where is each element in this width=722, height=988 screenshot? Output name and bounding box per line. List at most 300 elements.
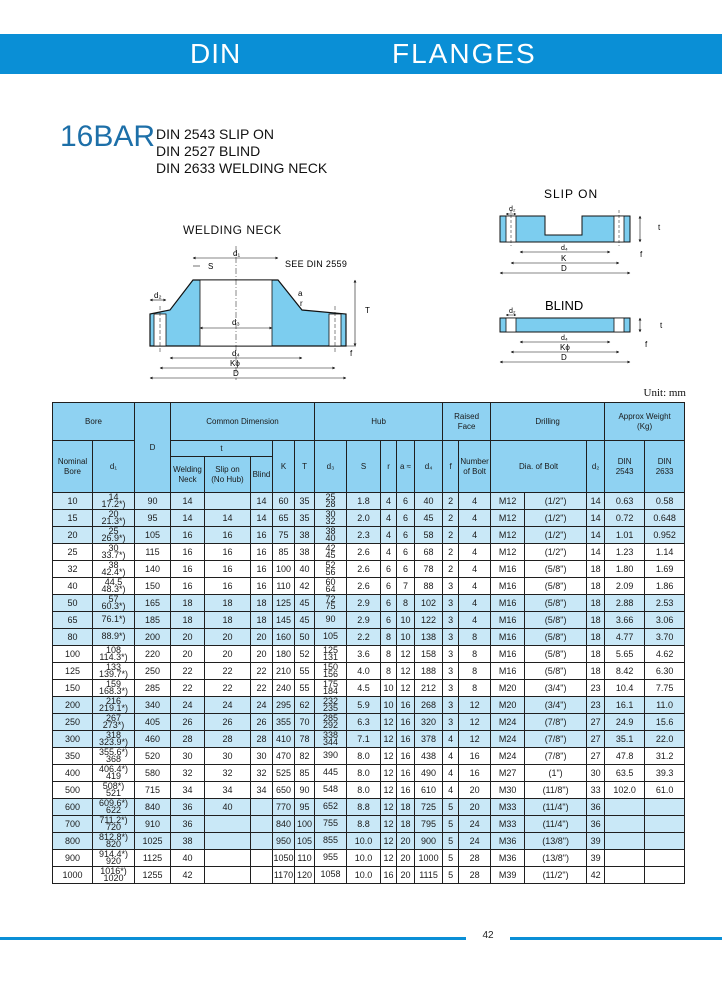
cell-weight-2543: 102.0: [605, 782, 645, 799]
cell-k: 410: [273, 731, 295, 748]
cell-d3: [315, 544, 347, 561]
cell-d3: [315, 510, 347, 527]
cell-d3: [315, 850, 347, 867]
d3-line: 125: [323, 645, 339, 655]
cell-t-slip-on: 22: [205, 680, 251, 697]
cell-weight-2543: 63.5: [605, 765, 645, 782]
welding-neck-drawing: [150, 223, 370, 380]
d3-line: 42: [325, 543, 336, 553]
cell-d4: 795: [415, 816, 443, 833]
cell-t-hub: 95: [295, 799, 315, 816]
cell-bolt-count: 28: [459, 867, 491, 884]
standard-welding-neck: DIN 2633 WELDING NECK: [156, 160, 328, 176]
cell-k: 210: [273, 663, 295, 680]
od-line: 216: [105, 696, 122, 706]
cell-d3: [315, 697, 347, 714]
cell-t-blind: [251, 833, 273, 850]
cell-bolt-inch: (5/8"): [525, 612, 587, 629]
cell-r: 12: [381, 748, 397, 765]
cell-r: 12: [381, 714, 397, 731]
cell-weight-2633: 15.6: [645, 714, 685, 731]
cell-d3: [315, 527, 347, 544]
label-wn-a: a: [298, 289, 303, 298]
header-bolt-dia: Dia. of Bolt: [491, 441, 587, 493]
cell-a: 20: [397, 867, 415, 884]
d3-line: 755: [323, 818, 339, 829]
cell-d3: [315, 765, 347, 782]
cell-a: 12: [397, 646, 415, 663]
label-so-d4: d₄: [561, 245, 568, 252]
cell-a: 20: [397, 850, 415, 867]
cell-t-welding-neck: 14: [171, 510, 205, 527]
cell-bolt-inch: (7/8"): [525, 714, 587, 731]
cell-d2: 18: [587, 663, 605, 680]
cell-t-blind: 16: [251, 544, 273, 561]
cell-f: 5: [443, 833, 459, 850]
cell-d4: 78: [415, 561, 443, 578]
cell-d: 200: [135, 629, 171, 646]
cell-bolt-inch: (1/2"): [525, 527, 587, 544]
blind-body: [500, 318, 630, 332]
cell-t-slip-on: 16: [205, 578, 251, 595]
cell-d2: 14: [587, 527, 605, 544]
cell-weight-2633: 31.2: [645, 748, 685, 765]
cell-s: 2.2: [347, 629, 381, 646]
cell-weight-2633: 61.0: [645, 782, 685, 799]
cell-d2: 14: [587, 510, 605, 527]
cell-r: 8: [381, 663, 397, 680]
d3-line: 390: [323, 750, 339, 761]
slip-on-body: [500, 216, 630, 242]
cell-a: 12: [397, 680, 415, 697]
cell-weight-2633: [645, 850, 685, 867]
cell-bolt-count: 12: [459, 697, 491, 714]
cell-weight-2633: [645, 816, 685, 833]
cell-bolt-inch: (5/8"): [525, 629, 587, 646]
cell-d: 105: [135, 527, 171, 544]
header-so-2: (No Hub): [211, 474, 244, 484]
cell-d2: 39: [587, 833, 605, 850]
cell-t-welding-neck: 22: [171, 680, 205, 697]
cell-d: 520: [135, 748, 171, 765]
table-row: [53, 510, 685, 527]
cell-weight-2633: 0.648: [645, 510, 685, 527]
cell-d3: [315, 646, 347, 663]
d3-line: 1058: [320, 869, 341, 880]
d3-line: 38: [325, 526, 336, 536]
od-line: 820: [105, 839, 122, 849]
cell-t-welding-neck: 16: [171, 544, 205, 561]
cell-r: 6: [381, 595, 397, 612]
cell-t-welding-neck: 16: [171, 578, 205, 595]
cell-d: 460: [135, 731, 171, 748]
cell-nominal-bore: 150: [53, 680, 93, 697]
cell-d4: 122: [415, 612, 443, 629]
cell-outside-diameter: [93, 697, 135, 714]
cell-k: 1050: [273, 850, 295, 867]
header-raised-1: Raised: [454, 411, 480, 421]
cell-d3: [315, 663, 347, 680]
cell-bolt-inch: (3/4"): [525, 697, 587, 714]
cell-d3: [315, 714, 347, 731]
cell-a: 6: [397, 561, 415, 578]
header-common: Common Dimension: [171, 403, 315, 441]
cell-d3: [315, 595, 347, 612]
cell-t-welding-neck: 42: [171, 867, 205, 884]
cell-t-slip-on: 26: [205, 714, 251, 731]
d3-line: 150: [323, 662, 339, 672]
cell-t-slip-on: [205, 833, 251, 850]
cell-weight-2633: 22.0: [645, 731, 685, 748]
cell-t-slip-on: [205, 493, 251, 510]
cell-f: 2: [443, 544, 459, 561]
header-drilling: Drilling: [491, 403, 605, 441]
cell-bolt-count: 8: [459, 646, 491, 663]
cell-k: 525: [273, 765, 295, 782]
cell-d2: 18: [587, 629, 605, 646]
cell-weight-2543: 1.80: [605, 561, 645, 578]
cell-weight-2633: 6.30: [645, 663, 685, 680]
cell-f: 2: [443, 527, 459, 544]
cell-a: 18: [397, 816, 415, 833]
cell-weight-2633: [645, 867, 685, 884]
cell-d4: 45: [415, 510, 443, 527]
od-line: 914.4*): [98, 849, 129, 859]
cell-outside-diameter: [93, 816, 135, 833]
cell-t-welding-neck: 36: [171, 799, 205, 816]
cell-weight-2633: [645, 833, 685, 850]
cell-s: 10.0: [347, 833, 381, 850]
d3-line: 955: [323, 852, 339, 863]
cell-r: 12: [381, 782, 397, 799]
cell-outside-diameter: [93, 799, 135, 816]
cell-k: 470: [273, 748, 295, 765]
cell-d: 1255: [135, 867, 171, 884]
cell-weight-2543: [605, 799, 645, 816]
cell-t-blind: 34: [251, 782, 273, 799]
cell-nominal-bore: 40: [53, 578, 93, 595]
cell-outside-diameter: [93, 510, 135, 527]
cell-outside-diameter: [93, 867, 135, 884]
cell-bolt-inch: (1/2"): [525, 544, 587, 561]
cell-s: 8.8: [347, 816, 381, 833]
cell-d: 405: [135, 714, 171, 731]
cell-t-hub: 110: [295, 850, 315, 867]
cell-bolt-inch: (1"): [525, 765, 587, 782]
cell-weight-2633: 39.3: [645, 765, 685, 782]
od-line: 622: [105, 805, 122, 815]
cell-k: 145: [273, 612, 295, 629]
cell-t-slip-on: 20: [205, 646, 251, 663]
cell-r: 8: [381, 629, 397, 646]
header-so-1: Slip on: [215, 464, 240, 474]
cell-d2: 42: [587, 867, 605, 884]
cell-d4: 158: [415, 646, 443, 663]
cell-t-blind: [251, 799, 273, 816]
cell-t-slip-on: [205, 816, 251, 833]
blind-title: BLIND: [545, 298, 584, 313]
cell-bolt-inch: (5/8"): [525, 578, 587, 595]
cell-f: 2: [443, 493, 459, 510]
cell-r: 12: [381, 799, 397, 816]
cell-k: 65: [273, 510, 295, 527]
cell-d4: 610: [415, 782, 443, 799]
cell-a: 6: [397, 510, 415, 527]
od-line: 267: [105, 713, 122, 723]
cell-t-welding-neck: 32: [171, 765, 205, 782]
cell-outside-diameter: [93, 680, 135, 697]
cell-r: 12: [381, 765, 397, 782]
cell-t-hub: 38: [295, 527, 315, 544]
cell-nominal-bore: 350: [53, 748, 93, 765]
cell-weight-2543: 35.1: [605, 731, 645, 748]
cell-d: 165: [135, 595, 171, 612]
header-slip-on: [205, 457, 251, 493]
od-line: 20: [108, 509, 119, 519]
table-row: [53, 527, 685, 544]
od-line: 60.3*): [101, 601, 126, 611]
cell-d2: 36: [587, 816, 605, 833]
header-w2a: DIN: [657, 456, 672, 466]
label-wn-d: D: [233, 369, 239, 378]
cell-t-welding-neck: 36: [171, 816, 205, 833]
cell-t-hub: 40: [295, 561, 315, 578]
od-line: 38: [108, 560, 119, 570]
cell-s: 2.0: [347, 510, 381, 527]
cell-d4: 58: [415, 527, 443, 544]
cell-t-blind: 22: [251, 663, 273, 680]
d3-line: 235: [323, 703, 339, 713]
cell-bolt-count: 8: [459, 629, 491, 646]
cell-s: 6.3: [347, 714, 381, 731]
welding-neck-title: WELDING NECK: [183, 223, 282, 237]
header-weight-2633: [645, 441, 685, 493]
cell-t-welding-neck: 16: [171, 561, 205, 578]
cell-bolt-count: 12: [459, 731, 491, 748]
od-line: 508*): [102, 781, 125, 791]
cell-d: 220: [135, 646, 171, 663]
cell-d2: 27: [587, 731, 605, 748]
cell-bolt-metric: M30: [491, 782, 525, 799]
cell-nominal-bore: 600: [53, 799, 93, 816]
cell-d3: [315, 612, 347, 629]
cell-nominal-bore: 250: [53, 714, 93, 731]
cell-outside-diameter: [93, 561, 135, 578]
od-line: 25: [108, 526, 119, 536]
cell-t-welding-neck: 18: [171, 595, 205, 612]
d3-line: 52: [325, 560, 336, 570]
cell-d2: 27: [587, 748, 605, 765]
cell-outside-diameter: [93, 646, 135, 663]
cell-a: 10: [397, 612, 415, 629]
d3-line: 548: [323, 784, 339, 795]
cell-bolt-metric: M16: [491, 629, 525, 646]
od-line: 21.3*): [101, 516, 126, 526]
table-row: [53, 697, 685, 714]
od-line: 318: [105, 730, 122, 740]
cell-bolt-count: 4: [459, 510, 491, 527]
label-so-k: K: [561, 254, 567, 263]
cell-f: 3: [443, 680, 459, 697]
od-line: 406.4*): [98, 764, 129, 774]
cell-weight-2543: 3.66: [605, 612, 645, 629]
cell-weight-2543: 1.23: [605, 544, 645, 561]
cell-d2: 30: [587, 765, 605, 782]
cell-d2: 23: [587, 697, 605, 714]
cell-weight-2633: 4.62: [645, 646, 685, 663]
cell-weight-2633: 1.86: [645, 578, 685, 595]
cell-bolt-metric: M27: [491, 765, 525, 782]
cell-t-hub: 105: [295, 833, 315, 850]
cell-d2: 18: [587, 595, 605, 612]
cell-nominal-bore: 80: [53, 629, 93, 646]
cell-d3: [315, 782, 347, 799]
od-line: 139.7*): [98, 669, 129, 679]
cell-bolt-metric: M16: [491, 561, 525, 578]
cell-t-hub: 42: [295, 578, 315, 595]
label-so-d2: d₂: [509, 206, 516, 213]
od-line: 720: [105, 822, 122, 832]
cell-weight-2633: 0.952: [645, 527, 685, 544]
cell-t-welding-neck: 18: [171, 612, 205, 629]
cell-bolt-metric: M16: [491, 578, 525, 595]
label-wn-d2: d₂: [154, 291, 162, 300]
header-nominal-1: Nominal: [57, 456, 88, 466]
cell-weight-2543: 4.77: [605, 629, 645, 646]
cell-nominal-bore: 10: [53, 493, 93, 510]
cell-t-welding-neck: 34: [171, 782, 205, 799]
cell-t-slip-on: 34: [205, 782, 251, 799]
cell-bolt-inch: (13/8"): [525, 833, 587, 850]
cell-weight-2543: 16.1: [605, 697, 645, 714]
cell-d3: [315, 816, 347, 833]
cell-bolt-inch: (3/4"): [525, 680, 587, 697]
d3-line: 25: [325, 492, 336, 502]
cell-t-welding-neck: 30: [171, 748, 205, 765]
table-row: [53, 816, 685, 833]
header-bore: Bore: [53, 403, 135, 441]
od-line: 57: [108, 594, 119, 604]
label-wn-k: Kϕ: [230, 359, 240, 368]
header-w1a: DIN: [617, 456, 632, 466]
cell-d4: 268: [415, 697, 443, 714]
cell-outside-diameter: [93, 629, 135, 646]
cell-t-hub: 35: [295, 493, 315, 510]
standard-blind: DIN 2527 BLIND: [156, 143, 261, 159]
cell-bolt-metric: M16: [491, 646, 525, 663]
cell-k: 75: [273, 527, 295, 544]
cell-t-hub: 90: [295, 782, 315, 799]
cell-weight-2543: [605, 850, 645, 867]
footer-rule: [0, 937, 722, 940]
label-bl-f: f: [645, 340, 648, 349]
cell-d: 250: [135, 663, 171, 680]
cell-f: 2: [443, 561, 459, 578]
cell-bolt-count: 12: [459, 714, 491, 731]
cell-f: 2: [443, 510, 459, 527]
d3-line: 45: [325, 550, 336, 560]
spec-table-body: [53, 493, 685, 884]
table-row: [53, 646, 685, 663]
cell-t-hub: 55: [295, 680, 315, 697]
cell-bolt-inch: (5/8"): [525, 561, 587, 578]
header-d4: d₄: [415, 441, 443, 493]
table-row: [53, 680, 685, 697]
cell-d2: 18: [587, 561, 605, 578]
cell-outside-diameter: [93, 544, 135, 561]
cell-d: 115: [135, 544, 171, 561]
cell-t-hub: 120: [295, 867, 315, 884]
d3-line: 131: [323, 652, 339, 662]
cell-t-hub: 82: [295, 748, 315, 765]
header-weight-1: Approx Weight: [618, 411, 671, 421]
cell-d: 580: [135, 765, 171, 782]
d3-line: 105: [323, 631, 339, 642]
od-line: 920: [105, 856, 122, 866]
cell-bolt-count: 28: [459, 850, 491, 867]
cell-t-slip-on: 14: [205, 510, 251, 527]
cell-a: 16: [397, 748, 415, 765]
cell-f: 4: [443, 731, 459, 748]
cell-f: 3: [443, 697, 459, 714]
od-line: 219.1*): [98, 703, 129, 713]
cell-a: 7: [397, 578, 415, 595]
cell-bolt-metric: M20: [491, 680, 525, 697]
cell-t-welding-neck: 20: [171, 629, 205, 646]
cell-bolt-inch: (7/8"): [525, 731, 587, 748]
cell-d2: 27: [587, 714, 605, 731]
label-bl-d4: d₄: [561, 335, 568, 342]
cell-k: 160: [273, 629, 295, 646]
cell-bolt-metric: M16: [491, 612, 525, 629]
cell-t-blind: [251, 816, 273, 833]
header-raised-face: [443, 403, 491, 441]
cell-t-slip-on: [205, 867, 251, 884]
d3-line: 292: [323, 720, 339, 730]
cell-r: 4: [381, 510, 397, 527]
cell-f: 3: [443, 612, 459, 629]
cell-a: 16: [397, 765, 415, 782]
cell-a: 6: [397, 544, 415, 561]
cell-s: 2.9: [347, 612, 381, 629]
od-line: 42.4*): [101, 567, 126, 577]
cell-weight-2633: 11.0: [645, 697, 685, 714]
cell-outside-diameter: [93, 663, 135, 680]
cell-r: 12: [381, 833, 397, 850]
cell-bolt-count: 20: [459, 782, 491, 799]
table-row: [53, 561, 685, 578]
cell-nominal-bore: 200: [53, 697, 93, 714]
cell-bolt-count: 4: [459, 544, 491, 561]
cell-weight-2543: [605, 816, 645, 833]
cell-nominal-bore: 300: [53, 731, 93, 748]
table-row: [53, 799, 685, 816]
d3-line: 64: [325, 584, 336, 594]
header-t: t: [171, 441, 273, 457]
flange-drawings: [0, 180, 722, 390]
cell-s: 2.6: [347, 561, 381, 578]
cell-t-hub: 38: [295, 544, 315, 561]
header-wn-2: Neck: [178, 474, 197, 484]
cell-t-hub: 62: [295, 697, 315, 714]
cell-s: 2.6: [347, 578, 381, 595]
cell-t-slip-on: 16: [205, 527, 251, 544]
cell-s: 8.0: [347, 748, 381, 765]
cell-t-blind: 30: [251, 748, 273, 765]
cell-d2: 39: [587, 850, 605, 867]
cell-r: 4: [381, 544, 397, 561]
header-tt: T: [295, 441, 315, 493]
